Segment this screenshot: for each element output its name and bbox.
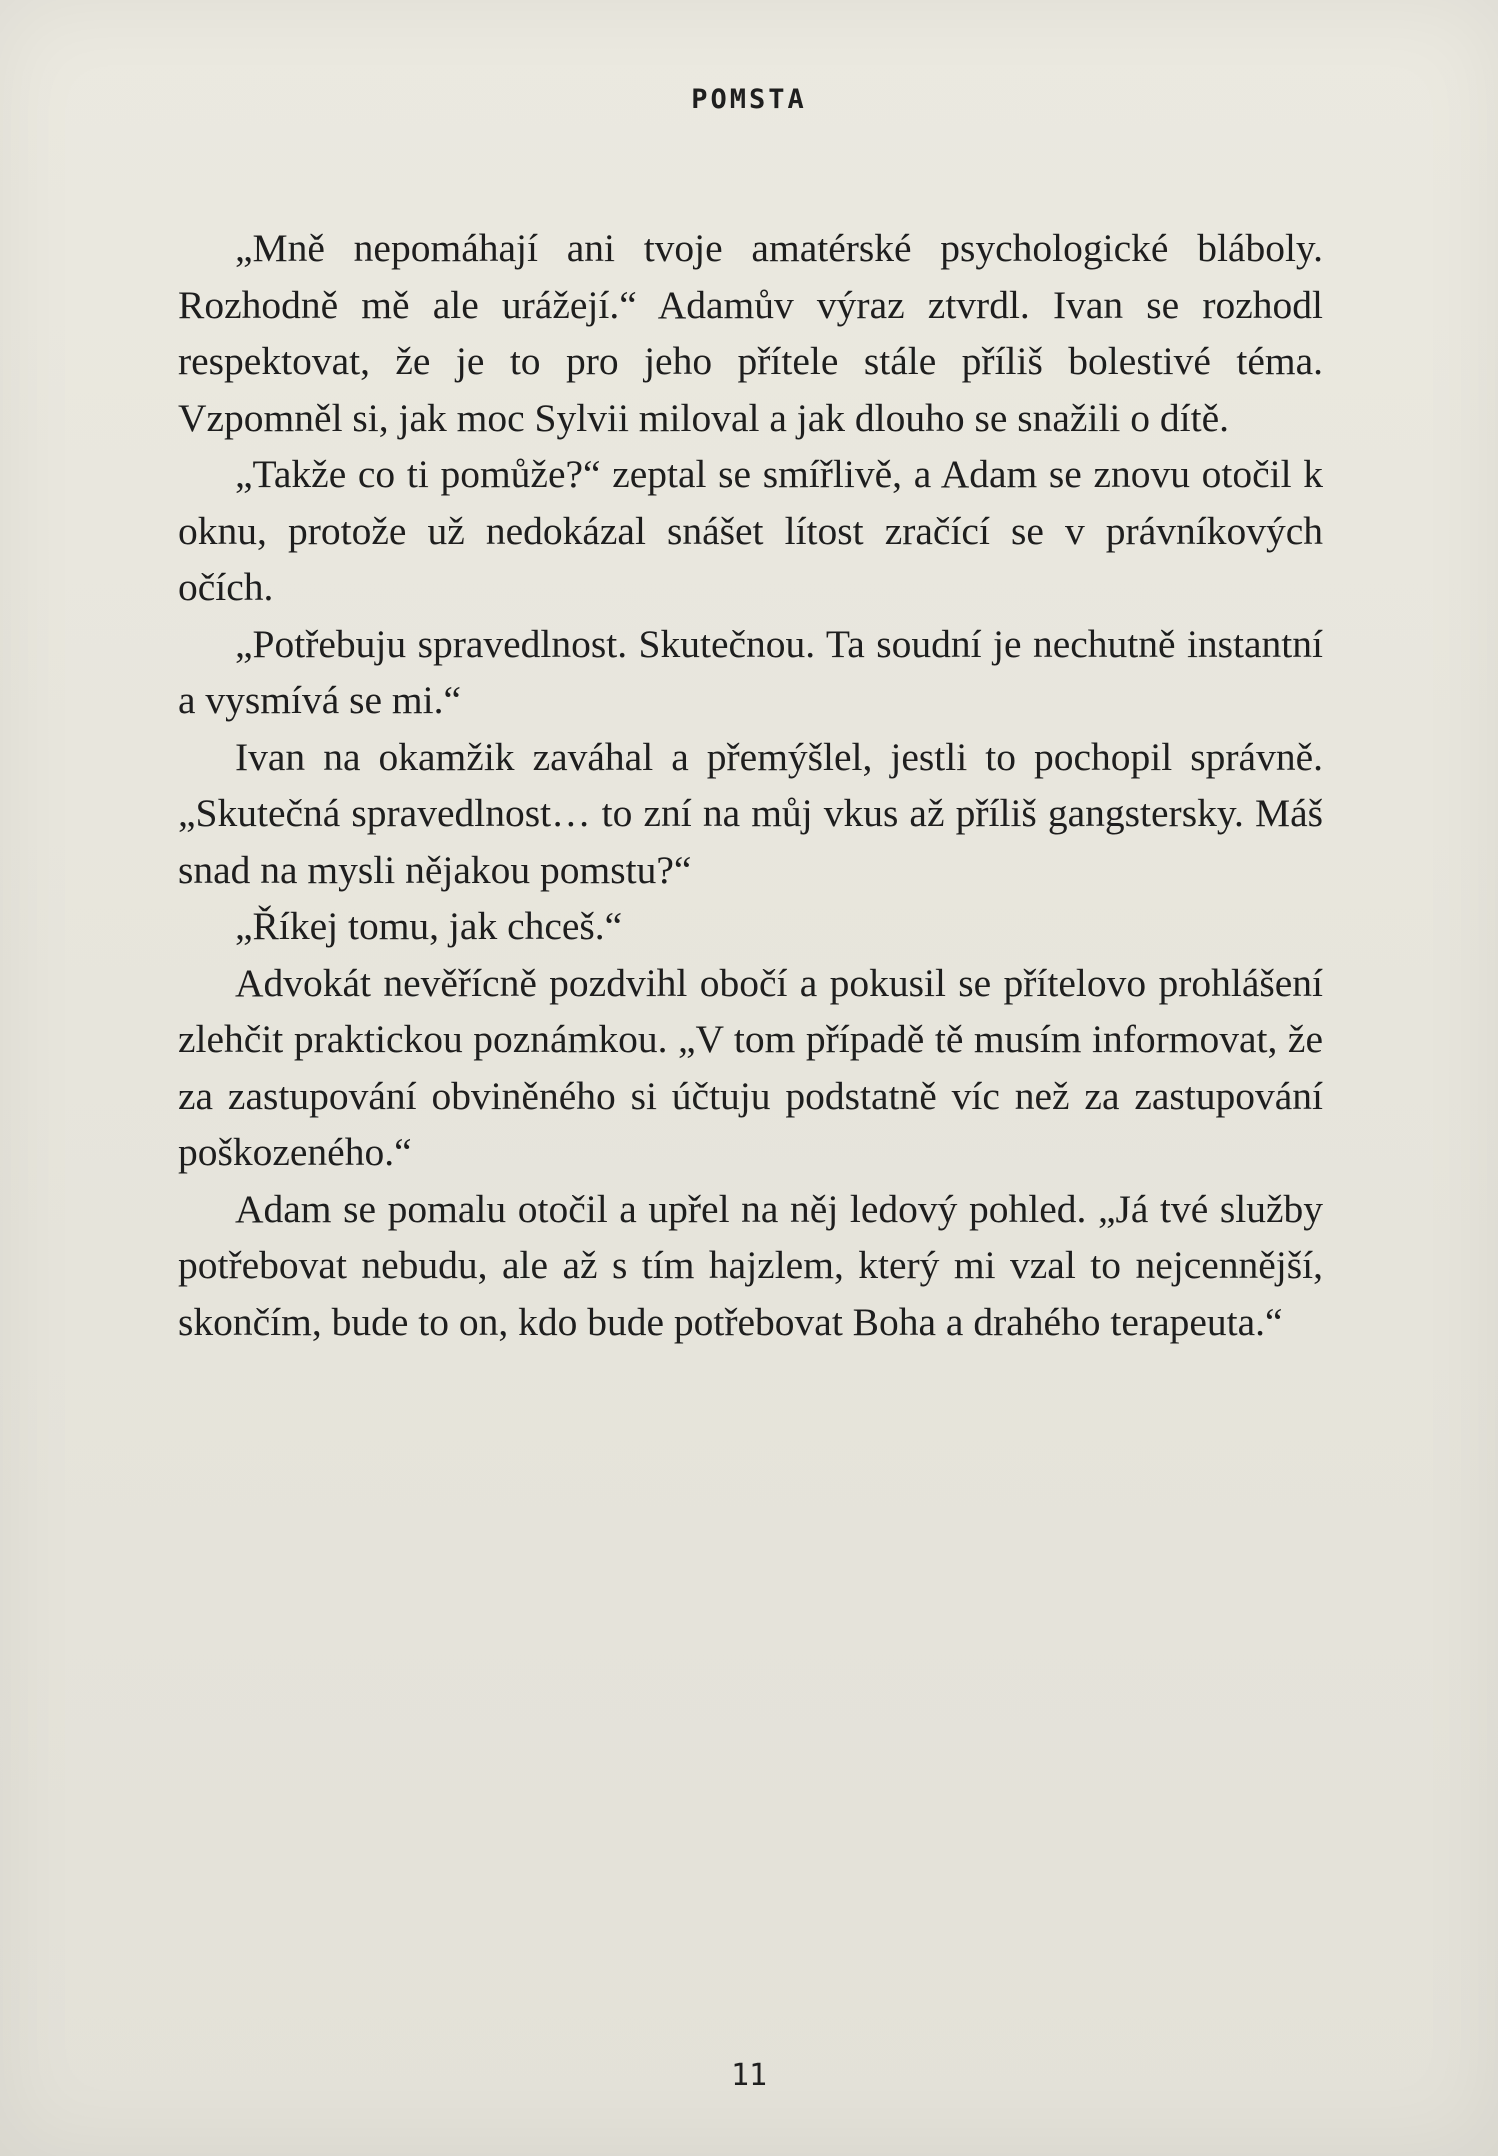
running-header: POMSTA	[691, 84, 807, 115]
page-number: 11	[730, 2058, 768, 2093]
paragraph: „Takže co ti pomůže?“ zeptal se smířlivě, a Adam se znovu otočil k oknu, protože už nedokázal snášet lítost zračící se v právníkových očích.	[178, 452, 1323, 609]
paragraph: „Říkej tomu, jak chceš.“	[235, 904, 623, 948]
body-text	[178, 220, 1323, 1350]
paragraph: Ivan na okamžik zaváhal a přemýšlel, jestli to pochopil správně. „Skutečná spravedlnost… to zní na můj vkus až příliš gangstersky. Máš snad na mysli nějakou pomstu?“	[178, 734, 1323, 892]
paragraph: Advokát nevěřícně pozdvihl obočí a pokusil se přítelovo prohlášení zlehčit praktickou poznámkou. „V tom případě tě musím informovat, že za zastupování obviněného si účtuju podstatně víc než za zastupování poškozeného.“	[178, 960, 1323, 1174]
paragraph: „Mně nepomáhají ani tvoje amatérské psychologické bláboly. Rozhodně mě ale urážejí.“ Adamův výraz ztvrdl. Ivan se rozhodl respektovat, že je to pro jeho přítele stále příliš bolestivé téma. Vzpomněl si, jak moc Sylvii miloval a jak dlouho se snažili o dítě.	[178, 226, 1323, 440]
paragraph: Adam se pomalu otočil a upřel na něj ledový pohled. „Já tvé služby potřebovat nebudu, ale až s tím hajzlem, který mi vzal to nejcennější, skončím, bude to on, kdo bude potřebovat Boha a drahého terapeuta.“	[178, 1186, 1323, 1344]
paragraph: „Potřebuju spravedlnost. Skutečnou. Ta soudní je nechutně instantní a vysmívá se mi.“	[178, 621, 1323, 722]
